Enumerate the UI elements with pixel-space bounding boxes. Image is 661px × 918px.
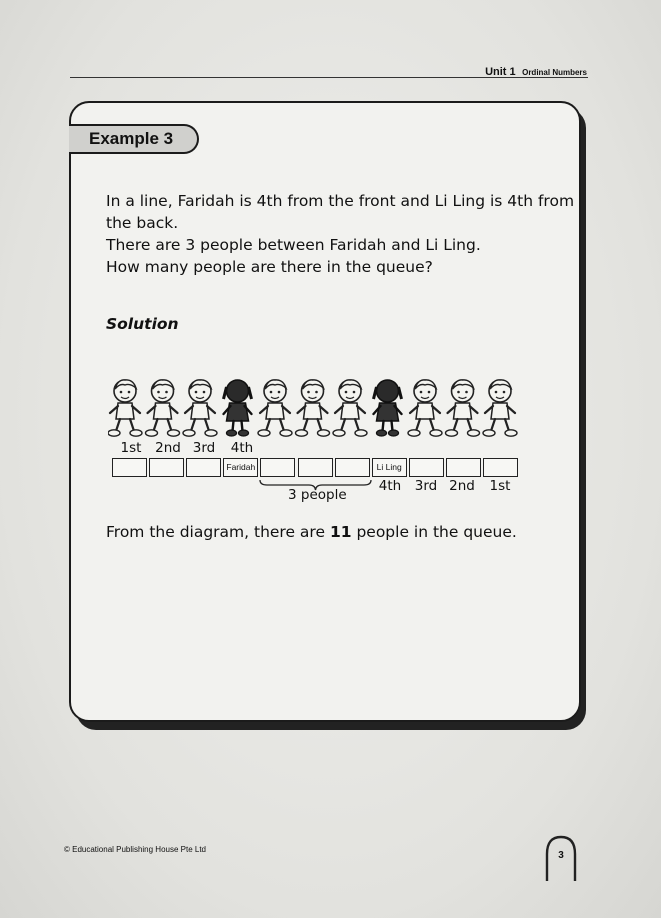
back-ordinal-label: 1st [489, 478, 511, 494]
page-number: 3 [558, 850, 564, 861]
children-illustration [108, 374, 528, 440]
question-text [106, 190, 576, 278]
front-ordinal-label: 2nd [155, 440, 181, 456]
queue-box [149, 458, 184, 477]
queue-box [298, 458, 333, 477]
question-line: There are 3 people between Faridah and Li Ling. [106, 236, 481, 254]
unit-topic: Ordinal Numbers [522, 68, 587, 77]
back-ordinal-label: 3rd [414, 478, 438, 494]
boy-figure-icon [483, 380, 517, 436]
queue-box-labeled: Faridah [223, 458, 258, 477]
queue-box [186, 458, 221, 477]
boy-figure-icon [408, 380, 442, 436]
between-label: 3 people [288, 487, 347, 503]
boy-figure-icon [296, 380, 330, 436]
page-number-badge [543, 834, 579, 882]
queue-box [260, 458, 295, 477]
solution-heading: Solution [106, 315, 179, 333]
queue-box [112, 458, 147, 477]
front-ordinal-label: 1st [120, 440, 142, 456]
question-line: the back. [106, 214, 179, 232]
answer-number: 11 [329, 523, 352, 541]
back-ordinal-label: 4th [378, 478, 402, 494]
conclusion-suffix: people in the queue. [351, 523, 517, 541]
question-line: In a line, Faridah is 4th from the front and Li Ling is 4th from [106, 192, 575, 210]
question-line: How many people are there in the queue? [106, 258, 433, 276]
back-ordinal-label: 2nd [449, 478, 475, 494]
girl-figure-icon [224, 380, 252, 436]
boy-figure-icon [183, 380, 217, 436]
header-rule [70, 77, 588, 78]
queue-box-labeled: Li Ling [372, 458, 407, 477]
front-ordinal-label: 3rd [192, 440, 216, 456]
queue-box [483, 458, 518, 477]
conclusion-prefix: From the diagram, there are [106, 523, 330, 541]
boy-figure-icon [146, 380, 180, 436]
queue-box [446, 458, 481, 477]
unit-label: Unit 1 [485, 66, 516, 78]
boy-figure-icon [108, 380, 142, 436]
boy-figure-icon [446, 380, 480, 436]
copyright-footer: © Educational Publishing House Pte Ltd [64, 845, 206, 854]
queue-box [335, 458, 370, 477]
conclusion-text [106, 523, 517, 541]
girl-figure-icon [374, 380, 402, 436]
boy-figure-icon [333, 380, 367, 436]
boy-figure-icon [258, 380, 292, 436]
front-ordinal-label: 4th [230, 440, 254, 456]
queue-box [409, 458, 444, 477]
example-tab: Example 3 [69, 124, 199, 154]
